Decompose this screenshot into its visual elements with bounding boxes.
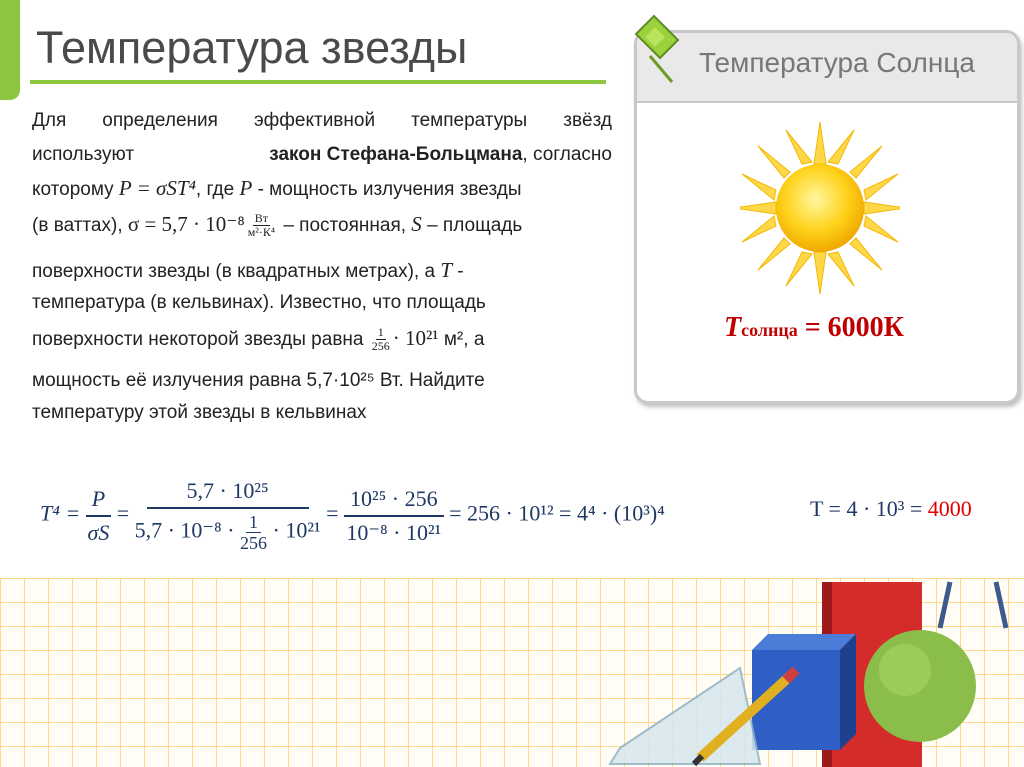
page-title: Температура звезды bbox=[36, 22, 468, 73]
pushpin-icon bbox=[630, 12, 686, 84]
units-fraction: $\frac{Вт}{\text{м²·К⁴}}$ bbox=[247, 211, 276, 240]
text-line-9: температуру этой звезды в кельвинах bbox=[32, 402, 367, 423]
text-line-6: температура (в кельвинах). Известно, что площадь bbox=[32, 292, 486, 313]
text-line-3: которому P = σST⁴, где P - мощность излучения звезды bbox=[32, 176, 522, 200]
geometry-tools-illustration bbox=[600, 578, 1024, 767]
card-title: Температура Солнца bbox=[699, 47, 975, 78]
text-line-2: используют закон Стефана-Больцмана, согласно bbox=[32, 144, 612, 165]
text-line-8: мощность её излучения равна 5,7·10²⁵ Вт. Найдите bbox=[32, 370, 485, 391]
result-chain: 256 · 10¹² = 4⁴ · (10³)⁴ bbox=[467, 500, 665, 526]
title-underline bbox=[30, 80, 606, 84]
text-line-4: (в ваттах), σ = 5,7 · 10⁻⁸ $\frac{Вт}{\text{м²·К⁴}}$ – постоянная, S – площадь bbox=[32, 211, 523, 240]
lhs: T⁴ = bbox=[40, 500, 81, 526]
fraction-simplified: $\frac{\text{10²⁵ · 256}}{\text{10⁻⁸ · 10²¹}}$ bbox=[344, 486, 444, 546]
formula-inline: P = σST⁴ bbox=[118, 176, 196, 200]
sun-temperature-value: Tсолнца = 6000К bbox=[724, 312, 904, 343]
accent-bar bbox=[0, 0, 20, 100]
final-answer: T = 4 · 10³ = 4000 bbox=[810, 496, 972, 521]
law-name: закон Стефана-Больцмана bbox=[269, 144, 523, 165]
text-line-7: поверхности некоторой звезды равна $\frac{1}{256}$ · 10²¹ м², а bbox=[32, 325, 485, 354]
text-line-1: Для определения эффективной температуры звёзд bbox=[32, 110, 612, 131]
fraction-p-over-sigma-s: $\frac{P}{\sigma S}$ bbox=[87, 485, 110, 545]
text-line-5: поверхности звезды (в квадратных метрах), а T - bbox=[32, 258, 464, 282]
fraction-substituted: 5,7 · 10²⁵ 5,7 · 10⁻⁸ · $\frac{1}{256}$ · 10²¹ bbox=[134, 478, 321, 553]
card-header bbox=[637, 33, 1017, 103]
answer-value: 4000 bbox=[927, 496, 972, 521]
sun-icon bbox=[740, 120, 900, 300]
